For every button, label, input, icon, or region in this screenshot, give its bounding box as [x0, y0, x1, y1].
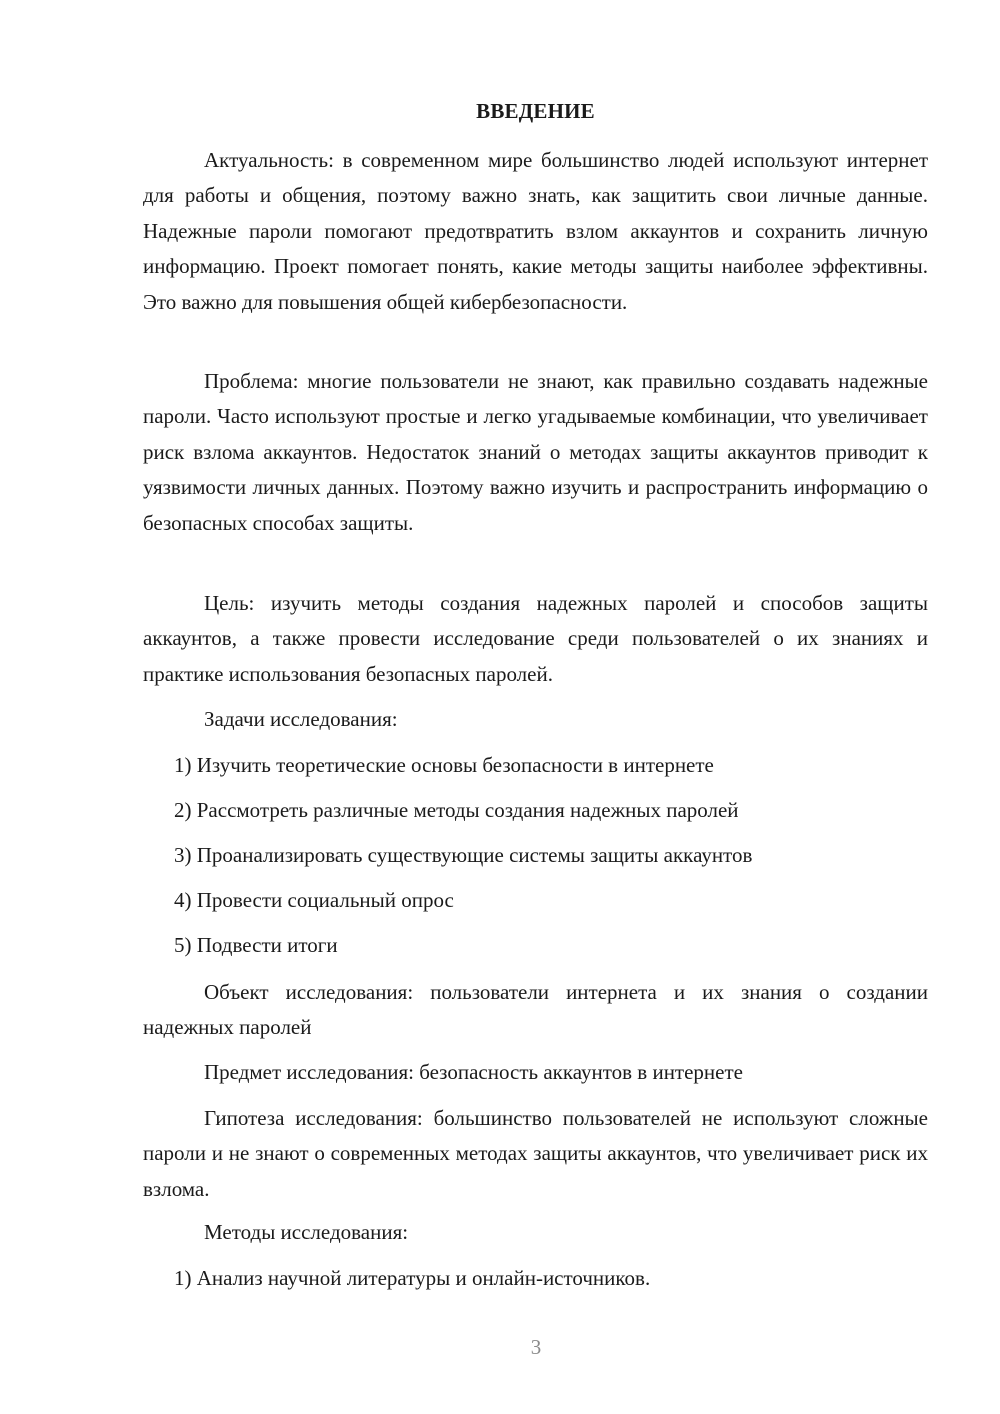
paragraph-subject: Предмет исследования: безопасность аккаунтов в интернете	[204, 1060, 743, 1084]
page-number: 3	[530, 1335, 542, 1359]
paragraph-hypothesis: Гипотеза исследования: большинство пользователей не используют сложные пароли и не знают о современных методах защиты аккаунтов, что увеличивает риск их взлома.	[143, 1106, 928, 1201]
paragraph-goal: Цель: изучить методы создания надежных паролей и способов защиты аккаунтов, а также провести исследование среди пользователей о их знаниях и практике использования безопасных паролей.	[143, 591, 928, 686]
method-item-1: 1) Анализ научной литературы и онлайн-источников.	[174, 1266, 651, 1290]
paragraph-relevance: Актуальность: в современном мире большинство людей используют интернет для работы и общения, поэтому важно знать, как защитить свои личные данные. Надежные пароли помогают предотвратить взлом аккаунтов и сохранить личную информацию. Проект помогает понять, какие методы защиты наиболее эффективны. Это важно для повышения общей кибербезопасности.	[143, 148, 928, 314]
paragraph-object: Объект исследования: пользователи интернета и их знания о создании надежных паролей	[143, 980, 928, 1040]
paragraph-problem: Проблема: многие пользователи не знают, как правильно создавать надежные пароли. Часто используют простые и легко угадываемые комбинации, что увеличивает риск взлома аккаунтов. Недостаток знаний о методах защиты аккаунтов приводит к уязвимости личных данных. Поэтому важно изучить и распространить информацию о безопасных способах защиты.	[143, 369, 928, 535]
methods-heading: Методы исследования:	[204, 1220, 409, 1244]
task-item-2: 2) Рассмотреть различные методы создания надежных паролей	[174, 798, 739, 822]
task-item-1: 1) Изучить теоретические основы безопасности в интернете	[174, 753, 714, 777]
tasks-heading: Задачи исследования:	[204, 707, 398, 731]
task-item-4: 4) Провести социальный опрос	[174, 888, 454, 912]
task-item-5: 5) Подвести итоги	[174, 933, 338, 957]
task-item-3: 3) Проанализировать существующие системы защиты аккаунтов	[174, 843, 753, 867]
page-title: ВВЕДЕНИЕ	[476, 99, 595, 123]
